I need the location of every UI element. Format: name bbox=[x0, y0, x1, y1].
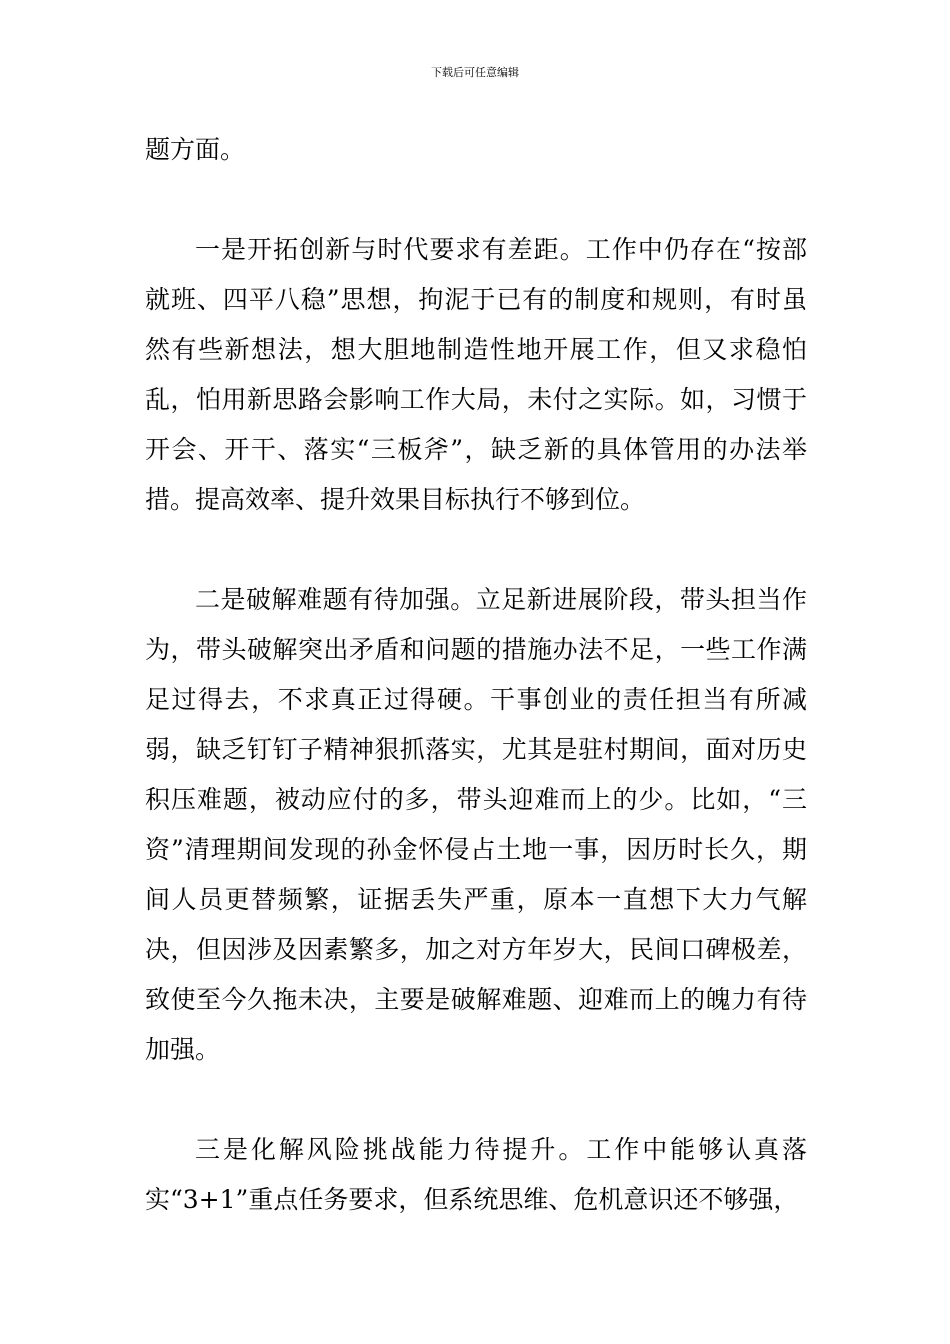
paragraph-point-three: 三是化解风险挑战能力待提升。工作中能够认真落实“3+1”重点任务要求，但系统思维、危机意识还不够强， bbox=[145, 1135, 807, 1214]
page-header: 下载后可任意编辑 bbox=[431, 66, 519, 79]
paragraph-continuation: 题方面。 bbox=[145, 135, 246, 164]
document-body bbox=[145, 125, 807, 1225]
paragraph-point-one: 一是开拓创新与时代要求有差距。工作中仍存在“按部就班、四平八稳”思想，拘泥于已有的制度和规则，有时虽然有些新想法，想大胆地制造性地开展工作，但又求稳怕乱，怕用新思路会影响工作大局，未付之实际。如，习惯于开会、开干、落实“三板斧”，缺乏新的具体管用的办法举措。提高效率、提升效果目标执行不够到位。 bbox=[145, 235, 807, 514]
paragraph-point-two: 二是破解难题有待加强。立足新进展阶段，带头担当作为，带头破解突出矛盾和问题的措施办法不足，一些工作满足过得去，不求真正过得硬。干事创业的责任担当有所减弱，缺乏钉钉子精神狠抓落实，尤其是驻村期间，面对历史积压难题，被动应付的多，带头迎难而上的少。比如，“三资”清理期间发现的孙金怀侵占土地一事，因历时长久，期间人员更替频繁，证据丢失严重，原本一直想下大力气解决，但因涉及因素繁多，加之对方年岁大，民间口碑极差，致使至今久拖未决，主要是破解难题、迎难而上的魄力有待加强。 bbox=[145, 585, 807, 1064]
